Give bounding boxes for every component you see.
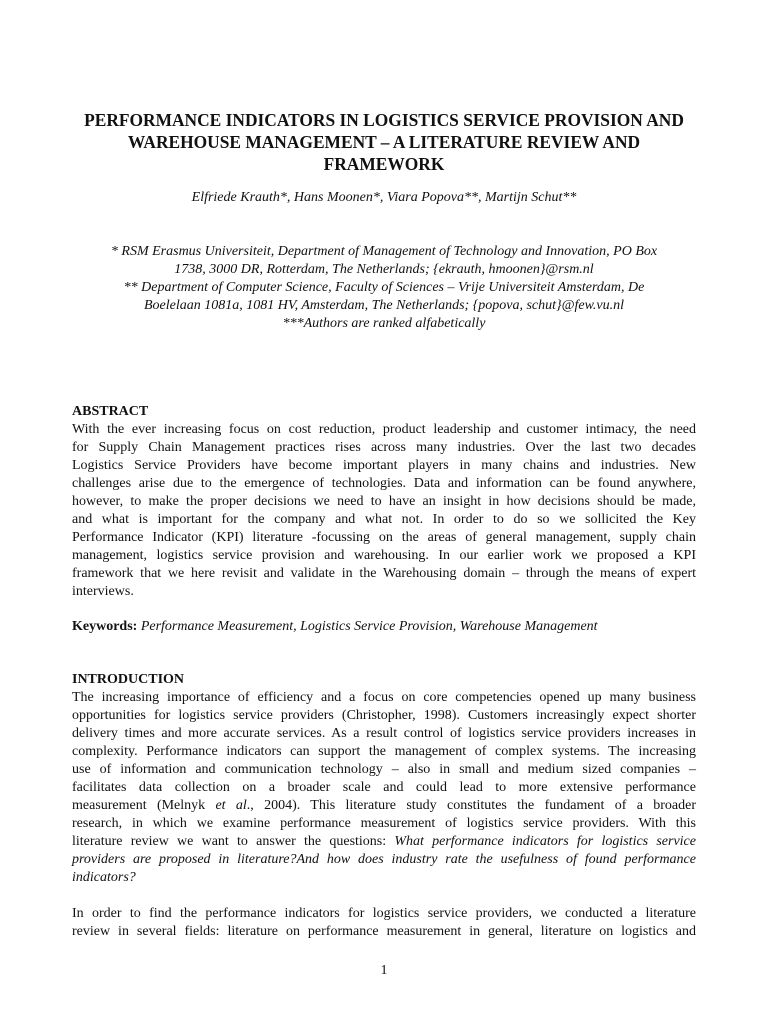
intro-line: The increasing importance of efficiency and a focus on core competencies opened up many business: [72, 690, 696, 705]
author-list: Elfriede Krauth*, Hans Moonen*, Viara Popova**, Martijn Schut**: [191, 190, 577, 205]
abstract-line: challenges arise due to the emergence of technologies. Data and information can be found anywhere,: [72, 476, 696, 491]
intro-citation-etal: et al: [215, 798, 247, 813]
intro-text: ., 2004). This literature study constitutes the fundament of a broader: [246, 798, 696, 813]
abstract-line: Performance Indicator (KPI) literature -focussing on the areas of general management, supply chain: [72, 530, 696, 545]
affiliation-line: Boelelaan 1081a, 1081 HV, Amsterdam, The Netherlands; {popova, schut}@few.vu.nl: [143, 298, 625, 313]
affiliation-line: 1738, 3000 DR, Rotterdam, The Netherlands; {ekrauth, hmoonen}@rsm.nl: [174, 262, 594, 277]
keywords-text: Performance Measurement, Logistics Service Provision, Warehouse Management: [140, 619, 598, 634]
abstract-line: Logistics Service Providers have become important players in many chains and industries. New: [72, 458, 696, 473]
intro-line: facilitates data collection on a broader scale and could lead to more extensive performance: [72, 780, 696, 795]
title-line: PERFORMANCE INDICATORS IN LOGISTICS SERVICE PROVISION AND: [84, 110, 684, 130]
title-line: WAREHOUSE MANAGEMENT – A LITERATURE REVIEW AND: [127, 132, 641, 152]
intro-text: measurement (Melnyk: [72, 798, 216, 813]
affiliation-line: * RSM Erasmus Universiteit, Department of Management of Technology and Innovation, PO Box: [110, 244, 658, 259]
introduction-body-paragraph-2: [72, 905, 696, 941]
intro-line: [72, 797, 696, 815]
research-question: providers are proposed in literature?And how does industry rate the usefulness of found performance: [72, 852, 696, 867]
research-question: indicators?: [72, 870, 136, 885]
abstract-line: With the ever increasing focus on cost reduction, product leadership and customer intimacy, the need: [72, 422, 696, 437]
intro-line: research, in which we examine performance measurement of logistics service providers. With this: [72, 816, 696, 831]
introduction-heading: INTRODUCTION: [72, 672, 185, 687]
affiliations: [72, 243, 696, 333]
introduction-body: [72, 689, 696, 887]
abstract-body: [72, 421, 696, 601]
keywords: [72, 618, 696, 636]
intro-line: [72, 869, 696, 887]
abstract-line: for Supply Chain Management practices rises across many industries. Over the last two decades: [72, 440, 696, 455]
abstract-line: framework that we here revisit and validate in the Warehousing domain – through the means of expert: [72, 566, 696, 581]
title-line: FRAMEWORK: [323, 154, 445, 174]
affiliation-line: ***Authors are ranked alfabetically: [282, 316, 486, 331]
intro-line: complexity. Performance indicators can support the management of complex systems. The increasing: [72, 744, 696, 759]
paper-title: [72, 109, 696, 175]
keywords-label: Keywords:: [72, 619, 138, 634]
abstract-line: management, logistics service provision and warehousing. In our earlier work we proposed a KPI: [72, 548, 696, 563]
page-number: 1: [380, 963, 388, 978]
intro-line: In order to find the performance indicators for logistics service providers, we conducted a literature: [72, 906, 696, 921]
intro-line: opportunities for logistics service providers (Christopher, 1998). Customers increasingly expect shorter: [72, 708, 696, 723]
intro-line: delivery times and more accurate services. As a result control of logistics service providers increases in: [72, 726, 696, 741]
abstract-line: and what is important for the company and what not. In order to do so we sollicited the Key: [72, 512, 696, 527]
intro-line: [72, 833, 696, 851]
intro-line: review in several fields: literature on performance measurement in general, literature on logistics and: [72, 924, 696, 939]
abstract-line: interviews.: [72, 584, 134, 599]
intro-line: use of information and communication technology – also in small and medium sized companies –: [72, 762, 696, 777]
affiliation-line: ** Department of Computer Science, Faculty of Sciences – Vrije Universiteit Amsterdam, De: [123, 280, 645, 295]
research-question: What performance indicators for logistics service: [394, 834, 696, 849]
intro-text: literature review we want to answer the questions:: [72, 834, 395, 849]
abstract-line: however, to make the proper decisions we need to have an insight in how decisions should be made,: [72, 494, 696, 509]
abstract-heading: ABSTRACT: [72, 404, 149, 419]
intro-line: [72, 851, 696, 869]
